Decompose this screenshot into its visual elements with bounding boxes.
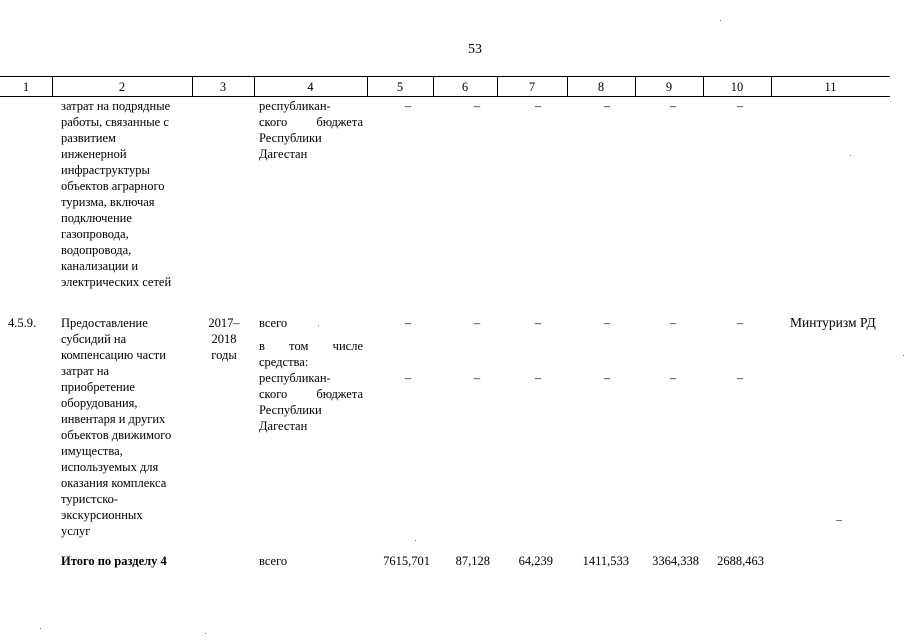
funding-source <box>259 98 363 162</box>
header-cell-8: 8 <box>597 80 605 94</box>
page-number: 53 <box>468 42 482 57</box>
value-cell: – <box>669 99 677 113</box>
scan-speck <box>850 155 851 156</box>
source-line: Республики <box>259 403 322 417</box>
scan-speck <box>415 540 416 541</box>
header-cell-2: 2 <box>118 80 126 94</box>
measure-name: Предоставление субсидий на компенсацию части затрат на приобретение оборудования, инвентаря и других объектов движимого имущества, используемых для оказания комплекса туристско- экскурсионных услуг <box>61 316 172 538</box>
header-cell-6: 6 <box>461 80 469 94</box>
total-value: 3364,338 <box>652 554 699 568</box>
value-cell: – <box>736 371 744 385</box>
total-value: 1411,533 <box>582 554 629 568</box>
total-value: 64,239 <box>518 554 553 568</box>
header-cell-3: 3 <box>219 80 227 94</box>
total-value: 87,128 <box>455 554 490 568</box>
value-cell: – <box>534 316 542 330</box>
value-cell: – <box>603 99 611 113</box>
total-value: 2688,463 <box>717 554 764 568</box>
executor: Минтуризм РД <box>790 315 876 330</box>
source-line: Дагестан <box>259 147 308 161</box>
header-cell-4: 4 <box>307 80 314 94</box>
source-line: республикан- <box>259 99 331 113</box>
header-cell-7: 7 <box>528 80 536 94</box>
source-line: ского бюджета <box>259 115 363 129</box>
value-cell: – <box>534 371 542 385</box>
value-cell: – <box>404 371 412 385</box>
value-cell: – <box>603 371 611 385</box>
total-value: 7615,701 <box>383 554 430 568</box>
value-cell: – <box>404 99 412 113</box>
value-cell: – <box>736 99 744 113</box>
value-cell: – <box>473 371 481 385</box>
source-line: республикан- <box>259 371 331 385</box>
funding-total-label: всего <box>259 316 288 330</box>
value-cell: – <box>669 316 677 330</box>
value-cell: – <box>534 99 542 113</box>
implementation-term: 2017– 2018 годы <box>208 316 240 362</box>
header-bottom-rule <box>0 96 890 97</box>
source-line: средства: <box>259 355 309 369</box>
scan-speck <box>903 355 904 356</box>
header-cell-5: 5 <box>396 80 404 94</box>
value-cell: – <box>669 371 677 385</box>
source-line: ского бюджета <box>259 387 363 401</box>
scan-speck <box>836 520 842 521</box>
header-cell-1: 1 <box>22 80 30 94</box>
total-source: всего <box>259 554 288 568</box>
source-line: Дагестан <box>259 419 308 433</box>
scan-speck <box>318 325 319 326</box>
total-label: Итого по разделу 4 <box>61 554 167 568</box>
source-line: в том числе <box>259 339 363 353</box>
value-cell: – <box>473 99 481 113</box>
scan-speck <box>205 633 206 634</box>
row-number: 4.5.9. <box>8 316 37 330</box>
source-line: Республики <box>259 131 322 145</box>
scan-speck <box>40 628 41 629</box>
funding-source <box>259 338 363 434</box>
scan-speck <box>720 20 721 21</box>
header-cell-10: 10 <box>730 80 744 94</box>
header-top-rule <box>0 76 890 77</box>
value-cell: – <box>404 316 412 330</box>
value-cell: – <box>473 316 481 330</box>
value-cell: – <box>603 316 611 330</box>
header-cell-9: 9 <box>665 80 673 94</box>
measure-name: затрат на подрядные работы, связанные с развитием инженерной инфраструктуры объектов аграрного туризма, включая подключение газопровода, водопровода, канализации и электрических сетей <box>61 99 172 289</box>
header-cell-11: 11 <box>824 80 837 94</box>
value-cell: – <box>736 316 744 330</box>
